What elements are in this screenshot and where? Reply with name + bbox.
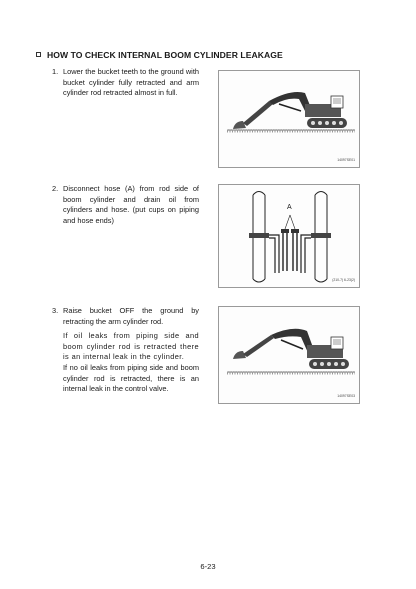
step-3-number: 3. bbox=[52, 306, 59, 315]
boom-cylinder-hose-illustration bbox=[219, 185, 361, 289]
step-2-text bbox=[63, 184, 199, 226]
figure-1-caption: 14097SE01 bbox=[337, 158, 355, 162]
section-heading-text: HOW TO CHECK INTERNAL BOOM CYLINDER LEAKAGE bbox=[47, 50, 283, 60]
step-2-number: 2. bbox=[52, 184, 59, 193]
figure-3-caption: 14097SE03 bbox=[337, 394, 355, 398]
step-1-paragraph: Lower the bucket teeth to the ground with bucket cylinder fully retracted and arm cylinder rod retracted almost in full. bbox=[63, 67, 199, 98]
step-2-paragraph: Disconnect hose (A) from rod side of boom cylinder and drain oil from cylinders and hose. (put cups on piping and hose ends) bbox=[63, 184, 199, 225]
figure-1 bbox=[218, 70, 360, 168]
step-3-paragraph-3: If no oil leaks from piping side and boom cylinder rod is retracted, there is an internal leak in the control valve. bbox=[63, 362, 199, 394]
figure-2-caption: (210-7) 6-23(2) bbox=[332, 278, 355, 282]
excavator-bucket-raised-illustration bbox=[219, 307, 361, 405]
checkbox-bullet-icon bbox=[36, 52, 41, 57]
step-3-text bbox=[63, 306, 199, 395]
figure-2 bbox=[218, 184, 360, 288]
step-1-number: 1. bbox=[52, 67, 59, 76]
section-heading bbox=[36, 50, 283, 60]
step-1-text bbox=[63, 67, 199, 99]
figure-3 bbox=[218, 306, 360, 404]
page-number: 6-23 bbox=[200, 562, 216, 571]
hose-a-label: A bbox=[287, 204, 292, 211]
step-3-paragraph-1: Raise bucket OFF the ground by retracting the arm cylinder rod. bbox=[63, 306, 199, 326]
step-3-paragraph-2: If oil leaks from piping side and boom cylinder rod is retracted there is an internal leak in the cylinder. bbox=[63, 331, 199, 362]
excavator-bucket-lowered-illustration bbox=[219, 71, 361, 169]
